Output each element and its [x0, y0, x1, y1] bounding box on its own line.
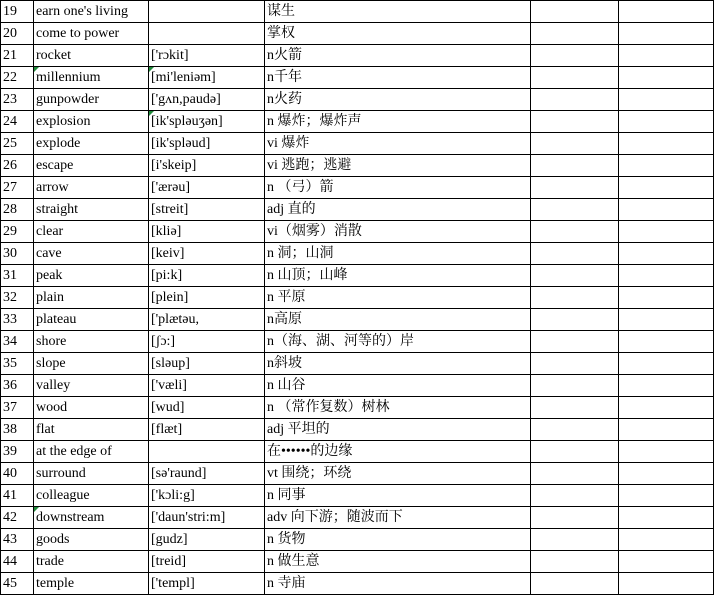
- pronunciation-cell[interactable]: [149, 221, 265, 243]
- pronunciation-cell[interactable]: [149, 89, 265, 111]
- empty-cell[interactable]: [531, 573, 619, 595]
- pronunciation-cell[interactable]: [149, 573, 265, 595]
- word-cell[interactable]: [34, 551, 149, 573]
- word-text: surround: [36, 465, 86, 481]
- meaning-text: n 货物: [267, 531, 306, 547]
- row-number-cell[interactable]: [1, 551, 34, 573]
- meaning-cell[interactable]: [265, 529, 531, 551]
- row-number-text: 19: [3, 3, 17, 19]
- meaning-text: vi（烟雾）消散: [267, 223, 362, 239]
- empty-cell[interactable]: [619, 331, 714, 353]
- meaning-text: n高原: [267, 311, 302, 327]
- word-cell[interactable]: [34, 375, 149, 397]
- word-cell[interactable]: [34, 463, 149, 485]
- row-number-text: 28: [3, 201, 17, 217]
- table-row: [1, 463, 714, 485]
- meaning-cell[interactable]: [265, 463, 531, 485]
- pronunciation-cell[interactable]: [149, 23, 265, 45]
- pronunciation-cell[interactable]: [149, 309, 265, 331]
- empty-cell[interactable]: [531, 287, 619, 309]
- empty-cell[interactable]: [619, 353, 714, 375]
- meaning-cell[interactable]: [265, 441, 531, 463]
- word-text: trade: [36, 553, 64, 569]
- row-number-text: 34: [3, 333, 17, 349]
- empty-cell[interactable]: [531, 551, 619, 573]
- row-number-text: 25: [3, 135, 17, 151]
- pronunciation-cell[interactable]: [149, 507, 265, 529]
- pronunciation-cell[interactable]: [149, 111, 265, 133]
- empty-cell[interactable]: [619, 89, 714, 111]
- row-number-cell[interactable]: [1, 133, 34, 155]
- row-number-cell[interactable]: [1, 243, 34, 265]
- empty-cell[interactable]: [531, 23, 619, 45]
- meaning-text: n （常作复数）树林: [267, 399, 390, 415]
- table-row: [1, 67, 714, 89]
- comment-indicator-icon: [34, 507, 39, 512]
- word-text: millennium: [36, 69, 101, 85]
- empty-cell[interactable]: [531, 67, 619, 89]
- word-cell[interactable]: [34, 155, 149, 177]
- empty-cell[interactable]: [531, 419, 619, 441]
- meaning-text: 掌权: [267, 25, 295, 41]
- meaning-text: adj 平坦的: [267, 421, 330, 437]
- row-number-cell[interactable]: [1, 45, 34, 67]
- meaning-text: n 山顶；山峰: [267, 267, 348, 283]
- meaning-cell[interactable]: [265, 265, 531, 287]
- word-text: at the edge of: [36, 443, 112, 459]
- word-cell[interactable]: [34, 397, 149, 419]
- word-text: slope: [36, 355, 66, 371]
- meaning-cell[interactable]: [265, 287, 531, 309]
- word-cell[interactable]: [34, 309, 149, 331]
- empty-cell[interactable]: [619, 67, 714, 89]
- comment-indicator-icon: [149, 111, 154, 116]
- table-row: [1, 287, 714, 309]
- table-row: [1, 221, 714, 243]
- pronunciation-cell[interactable]: [149, 353, 265, 375]
- empty-cell[interactable]: [531, 529, 619, 551]
- row-number-cell[interactable]: [1, 265, 34, 287]
- word-text: explosion: [36, 113, 91, 129]
- row-number-text: 38: [3, 421, 17, 437]
- word-cell[interactable]: [34, 507, 149, 529]
- word-cell[interactable]: [34, 419, 149, 441]
- table-row: [1, 529, 714, 551]
- empty-cell[interactable]: [531, 375, 619, 397]
- table-row: [1, 111, 714, 133]
- empty-cell[interactable]: [531, 353, 619, 375]
- row-number-text: 21: [3, 47, 17, 63]
- table-row: [1, 1, 714, 23]
- meaning-text: vi 逃跑；逃避: [267, 157, 352, 173]
- pronunciation-text: [plein]: [151, 289, 189, 305]
- pronunciation-cell[interactable]: [149, 177, 265, 199]
- row-number-text: 27: [3, 179, 17, 195]
- empty-cell[interactable]: [531, 463, 619, 485]
- empty-cell[interactable]: [619, 309, 714, 331]
- row-number-text: 37: [3, 399, 17, 415]
- pronunciation-text: [wud]: [151, 399, 185, 415]
- table-row: [1, 507, 714, 529]
- row-number-cell[interactable]: [1, 89, 34, 111]
- row-number-cell[interactable]: [1, 529, 34, 551]
- word-cell[interactable]: [34, 221, 149, 243]
- row-number-cell[interactable]: [1, 353, 34, 375]
- meaning-text: n （弓）箭: [267, 179, 334, 195]
- empty-cell[interactable]: [531, 485, 619, 507]
- pronunciation-text: [i'skeip]: [151, 157, 197, 173]
- word-text: valley: [36, 377, 71, 393]
- pronunciation-cell[interactable]: [149, 529, 265, 551]
- empty-cell[interactable]: [619, 485, 714, 507]
- pronunciation-text: ['gʌn,paudə]: [151, 91, 221, 107]
- pronunciation-cell[interactable]: [149, 419, 265, 441]
- empty-cell[interactable]: [619, 23, 714, 45]
- empty-cell[interactable]: [531, 177, 619, 199]
- word-text: colleague: [36, 487, 90, 503]
- empty-cell[interactable]: [619, 507, 714, 529]
- word-text: gunpowder: [36, 91, 99, 107]
- meaning-text: n 平原: [267, 289, 306, 305]
- pronunciation-cell[interactable]: [149, 265, 265, 287]
- pronunciation-cell[interactable]: [149, 243, 265, 265]
- pronunciation-cell[interactable]: [149, 67, 265, 89]
- pronunciation-text: [ik'spləuʒən]: [151, 113, 223, 129]
- pronunciation-cell[interactable]: [149, 199, 265, 221]
- table-row: [1, 45, 714, 67]
- word-cell[interactable]: [34, 331, 149, 353]
- meaning-text: adv 向下游；随波而下: [267, 509, 403, 525]
- empty-cell[interactable]: [619, 133, 714, 155]
- row-number-cell[interactable]: [1, 441, 34, 463]
- table-row: [1, 155, 714, 177]
- meaning-text: 在••••••的边缘: [267, 443, 353, 459]
- pronunciation-text: ['templ]: [151, 575, 195, 591]
- pronunciation-cell[interactable]: [149, 133, 265, 155]
- pronunciation-text: ['ærəu]: [151, 179, 191, 195]
- table-row: [1, 309, 714, 331]
- word-cell[interactable]: [34, 23, 149, 45]
- row-number-text: 43: [3, 531, 17, 547]
- empty-cell[interactable]: [619, 287, 714, 309]
- meaning-cell[interactable]: [265, 397, 531, 419]
- table-row: [1, 133, 714, 155]
- word-text: rocket: [36, 47, 71, 63]
- pronunciation-text: ['væli]: [151, 377, 187, 393]
- pronunciation-text: [flæt]: [151, 421, 183, 437]
- meaning-text: n 做生意: [267, 553, 320, 569]
- empty-cell[interactable]: [531, 265, 619, 287]
- word-text: goods: [36, 531, 70, 547]
- empty-cell[interactable]: [619, 441, 714, 463]
- empty-cell[interactable]: [531, 243, 619, 265]
- row-number-text: 20: [3, 25, 17, 41]
- meaning-text: n斜坡: [267, 355, 302, 371]
- meaning-cell[interactable]: [265, 573, 531, 595]
- word-text: earn one's living: [36, 3, 128, 19]
- word-cell[interactable]: [34, 45, 149, 67]
- word-text: wood: [36, 399, 68, 415]
- empty-cell[interactable]: [531, 331, 619, 353]
- meaning-cell[interactable]: [265, 331, 531, 353]
- empty-cell[interactable]: [531, 309, 619, 331]
- meaning-cell[interactable]: [265, 309, 531, 331]
- row-number-text: 40: [3, 465, 17, 481]
- meaning-text: n火箭: [267, 47, 302, 63]
- meaning-cell[interactable]: [265, 111, 531, 133]
- meaning-text: n千年: [267, 69, 302, 85]
- pronunciation-text: [ik'spləud]: [151, 135, 211, 151]
- table-row: [1, 485, 714, 507]
- word-text: cave: [36, 245, 62, 261]
- empty-cell[interactable]: [619, 243, 714, 265]
- meaning-text: n火药: [267, 91, 302, 107]
- word-cell[interactable]: [34, 529, 149, 551]
- pronunciation-cell[interactable]: [149, 375, 265, 397]
- row-number-text: 26: [3, 157, 17, 173]
- row-number-cell[interactable]: [1, 419, 34, 441]
- word-cell[interactable]: [34, 441, 149, 463]
- word-cell[interactable]: [34, 353, 149, 375]
- meaning-cell[interactable]: [265, 133, 531, 155]
- empty-cell[interactable]: [619, 111, 714, 133]
- table-row: [1, 419, 714, 441]
- empty-cell[interactable]: [619, 177, 714, 199]
- table-row: [1, 441, 714, 463]
- table-row: [1, 89, 714, 111]
- pronunciation-text: [kliə]: [151, 223, 182, 239]
- meaning-cell[interactable]: [265, 177, 531, 199]
- row-number-cell[interactable]: [1, 507, 34, 529]
- pronunciation-cell[interactable]: [149, 155, 265, 177]
- row-number-cell[interactable]: [1, 177, 34, 199]
- empty-cell[interactable]: [531, 111, 619, 133]
- meaning-cell[interactable]: [265, 155, 531, 177]
- row-number-cell[interactable]: [1, 23, 34, 45]
- sheet-body: [1, 1, 714, 595]
- pronunciation-cell[interactable]: [149, 1, 265, 23]
- table-row: [1, 199, 714, 221]
- row-number-cell[interactable]: [1, 155, 34, 177]
- pronunciation-text: ['daun'stri:m]: [151, 509, 226, 525]
- pronunciation-text: [gudz]: [151, 531, 188, 547]
- row-number-text: 35: [3, 355, 17, 371]
- word-cell[interactable]: [34, 265, 149, 287]
- table-row: [1, 375, 714, 397]
- empty-cell[interactable]: [619, 551, 714, 573]
- meaning-cell[interactable]: [265, 507, 531, 529]
- empty-cell[interactable]: [619, 375, 714, 397]
- meaning-text: n（海、湖、河等的）岸: [267, 333, 414, 349]
- row-number-cell[interactable]: [1, 397, 34, 419]
- empty-cell[interactable]: [531, 221, 619, 243]
- meaning-cell[interactable]: [265, 375, 531, 397]
- row-number-text: 24: [3, 113, 17, 129]
- row-number-cell[interactable]: [1, 485, 34, 507]
- empty-cell[interactable]: [531, 89, 619, 111]
- meaning-cell[interactable]: [265, 353, 531, 375]
- meaning-cell[interactable]: [265, 485, 531, 507]
- row-number-text: 22: [3, 69, 17, 85]
- row-number-text: 44: [3, 553, 17, 569]
- meaning-cell[interactable]: [265, 23, 531, 45]
- pronunciation-text: ['plætəu,: [151, 311, 200, 327]
- row-number-cell[interactable]: [1, 463, 34, 485]
- pronunciation-cell[interactable]: [149, 463, 265, 485]
- empty-cell[interactable]: [531, 441, 619, 463]
- meaning-text: n 爆炸；爆炸声: [267, 113, 362, 129]
- meaning-cell[interactable]: [265, 419, 531, 441]
- table-row: [1, 551, 714, 573]
- empty-cell[interactable]: [619, 1, 714, 23]
- table-row: [1, 265, 714, 287]
- table-row: [1, 353, 714, 375]
- comment-indicator-icon: [34, 67, 39, 72]
- row-number-text: 31: [3, 267, 17, 283]
- word-cell[interactable]: [34, 89, 149, 111]
- empty-cell[interactable]: [531, 45, 619, 67]
- pronunciation-text: ['rɔkit]: [151, 47, 189, 63]
- row-number-cell[interactable]: [1, 221, 34, 243]
- pronunciation-cell[interactable]: [149, 441, 265, 463]
- meaning-cell[interactable]: [265, 45, 531, 67]
- word-text: shore: [36, 333, 67, 349]
- word-cell[interactable]: [34, 573, 149, 595]
- table-row: [1, 573, 714, 595]
- table-row: [1, 331, 714, 353]
- row-number-cell[interactable]: [1, 309, 34, 331]
- pronunciation-text: ['kɔli:g]: [151, 487, 195, 503]
- empty-cell[interactable]: [619, 463, 714, 485]
- row-number-cell[interactable]: [1, 199, 34, 221]
- row-number-text: 30: [3, 245, 17, 261]
- pronunciation-cell[interactable]: [149, 331, 265, 353]
- meaning-text: adj 直的: [267, 201, 316, 217]
- word-cell[interactable]: [34, 133, 149, 155]
- pronunciation-cell[interactable]: [149, 287, 265, 309]
- pronunciation-cell[interactable]: [149, 485, 265, 507]
- word-text: escape: [36, 157, 74, 173]
- row-number-cell[interactable]: [1, 1, 34, 23]
- meaning-cell[interactable]: [265, 1, 531, 23]
- word-cell[interactable]: [34, 243, 149, 265]
- row-number-cell[interactable]: [1, 375, 34, 397]
- empty-cell[interactable]: [531, 155, 619, 177]
- row-number-cell[interactable]: [1, 573, 34, 595]
- table-row: [1, 397, 714, 419]
- empty-cell[interactable]: [531, 199, 619, 221]
- row-number-text: 39: [3, 443, 17, 459]
- empty-cell[interactable]: [619, 45, 714, 67]
- pronunciation-cell[interactable]: [149, 397, 265, 419]
- meaning-text: 谋生: [267, 3, 295, 19]
- empty-cell[interactable]: [619, 419, 714, 441]
- word-text: flat: [36, 421, 55, 437]
- pronunciation-cell[interactable]: [149, 551, 265, 573]
- pronunciation-text: [sləup]: [151, 355, 190, 371]
- pronunciation-text: [pi:k]: [151, 267, 183, 283]
- row-number-text: 41: [3, 487, 17, 503]
- meaning-text: n 同事: [267, 487, 306, 503]
- word-text: temple: [36, 575, 75, 591]
- row-number-cell[interactable]: [1, 331, 34, 353]
- word-text: plain: [36, 289, 64, 305]
- meaning-text: n 洞；山洞: [267, 245, 334, 261]
- row-number-text: 33: [3, 311, 17, 327]
- word-text: come to power: [36, 25, 120, 41]
- meaning-text: vt 围绕；环绕: [267, 465, 352, 481]
- word-text: peak: [36, 267, 63, 283]
- pronunciation-text: [mi'leniəm]: [151, 69, 216, 85]
- pronunciation-text: [sə'raund]: [151, 465, 207, 481]
- word-cell[interactable]: [34, 199, 149, 221]
- row-number-text: 32: [3, 289, 17, 305]
- word-text: clear: [36, 223, 64, 239]
- row-number-text: 42: [3, 509, 17, 525]
- table-row: [1, 177, 714, 199]
- row-number-cell[interactable]: [1, 287, 34, 309]
- row-number-text: 29: [3, 223, 17, 239]
- word-text: plateau: [36, 311, 77, 327]
- meaning-text: n 寺庙: [267, 575, 306, 591]
- word-text: explode: [36, 135, 81, 151]
- meaning-cell[interactable]: [265, 67, 531, 89]
- comment-indicator-icon: [149, 67, 154, 72]
- word-text: downstream: [36, 509, 105, 525]
- row-number-cell[interactable]: [1, 67, 34, 89]
- pronunciation-text: [ʃɔ:]: [151, 333, 176, 349]
- empty-cell[interactable]: [619, 199, 714, 221]
- word-cell[interactable]: [34, 67, 149, 89]
- word-text: straight: [36, 201, 78, 217]
- word-cell[interactable]: [34, 1, 149, 23]
- word-cell[interactable]: [34, 111, 149, 133]
- pronunciation-text: [keiv]: [151, 245, 185, 261]
- meaning-cell[interactable]: [265, 199, 531, 221]
- row-number-text: 36: [3, 377, 17, 393]
- word-cell[interactable]: [34, 485, 149, 507]
- row-number-text: 45: [3, 575, 17, 591]
- word-cell[interactable]: [34, 287, 149, 309]
- row-number-cell[interactable]: [1, 111, 34, 133]
- empty-cell[interactable]: [619, 573, 714, 595]
- row-number-text: 23: [3, 91, 17, 107]
- word-cell[interactable]: [34, 177, 149, 199]
- pronunciation-cell[interactable]: [149, 45, 265, 67]
- table-row: [1, 243, 714, 265]
- meaning-cell[interactable]: [265, 243, 531, 265]
- empty-cell[interactable]: [619, 155, 714, 177]
- meaning-cell[interactable]: [265, 89, 531, 111]
- meaning-text: n 山谷: [267, 377, 306, 393]
- meaning-cell[interactable]: [265, 551, 531, 573]
- empty-cell[interactable]: [531, 507, 619, 529]
- table-row: [1, 23, 714, 45]
- meaning-text: vi 爆炸: [267, 135, 310, 151]
- empty-cell[interactable]: [619, 529, 714, 551]
- meaning-cell[interactable]: [265, 221, 531, 243]
- pronunciation-text: [streit]: [151, 201, 189, 217]
- empty-cell[interactable]: [619, 221, 714, 243]
- empty-cell[interactable]: [531, 397, 619, 419]
- empty-cell[interactable]: [619, 265, 714, 287]
- pronunciation-text: [treid]: [151, 553, 186, 569]
- empty-cell[interactable]: [531, 133, 619, 155]
- empty-cell[interactable]: [531, 1, 619, 23]
- empty-cell[interactable]: [619, 397, 714, 419]
- word-text: arrow: [36, 179, 69, 195]
